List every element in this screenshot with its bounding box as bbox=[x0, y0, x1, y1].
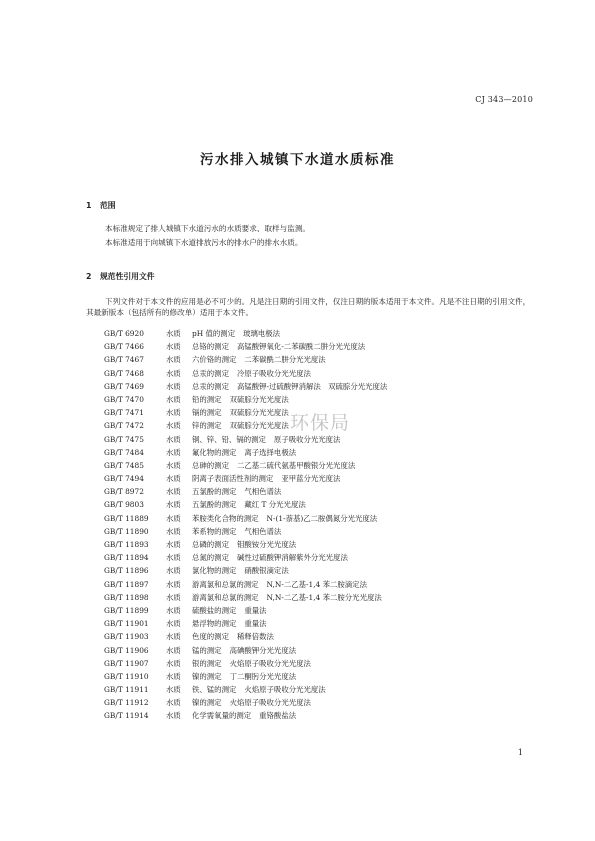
reference-category: 水质 bbox=[166, 632, 181, 642]
reference-item bbox=[104, 472, 524, 485]
reference-method: 双硫腙分光光度法 bbox=[229, 421, 289, 431]
reference-item bbox=[104, 604, 524, 617]
reference-method: 高锰酸钾氧化-二苯碳酰二肼分光光度法 bbox=[236, 342, 366, 352]
reference-code: GB/T 11893 bbox=[104, 540, 149, 549]
reference-title bbox=[192, 340, 365, 353]
reference-code: GB/T 11901 bbox=[104, 619, 149, 629]
scope-paragraph-1: 本标准规定了排人城镇下水道污水的水质要求、取样与监测。 bbox=[105, 224, 311, 233]
reference-code: GB/T 7475 bbox=[104, 434, 144, 444]
reference-subject: 锰的测定 bbox=[192, 645, 222, 655]
reference-subject: 锌的测定 bbox=[192, 421, 222, 431]
reference-title bbox=[192, 498, 306, 511]
section-number: 1 bbox=[86, 201, 92, 210]
reference-subject: 阴离子表面活性剂的测定 bbox=[192, 474, 274, 484]
reference-code: GB/T 7471 bbox=[104, 408, 144, 418]
reference-category: 水质 bbox=[166, 447, 181, 457]
reference-title bbox=[192, 683, 326, 696]
reference-method: 硝酸银滴定法 bbox=[244, 566, 289, 576]
reference-item bbox=[104, 683, 524, 696]
reference-title bbox=[192, 459, 355, 472]
section-1-heading bbox=[86, 200, 116, 211]
reference-method: 碱性过硫酸钾消解紫外分光光度法 bbox=[236, 553, 348, 563]
reference-category: 水质 bbox=[166, 513, 181, 523]
reference-item bbox=[104, 630, 524, 643]
section-2-heading bbox=[86, 271, 155, 282]
reference-title bbox=[192, 327, 280, 340]
reference-category: 水质 bbox=[166, 645, 181, 655]
reference-category: 水质 bbox=[166, 685, 181, 695]
reference-item bbox=[104, 327, 524, 340]
reference-method: 玻璃电极法 bbox=[243, 329, 281, 338]
reference-category: 水质 bbox=[166, 460, 181, 470]
reference-subject: 银的测定 bbox=[192, 658, 222, 668]
reference-method: 火焰原子吸收分光光度法 bbox=[229, 658, 311, 668]
reference-item bbox=[104, 525, 524, 538]
reference-item bbox=[104, 340, 524, 353]
reference-title bbox=[192, 617, 267, 630]
reference-category: 水质 bbox=[166, 566, 181, 576]
reference-method: 重铬酸盐法 bbox=[259, 711, 297, 721]
section-title: 规范性引用文件 bbox=[100, 272, 155, 281]
reference-category: 水质 bbox=[166, 553, 181, 563]
reference-subject: 游离氯和总氯的测定 bbox=[192, 592, 259, 602]
reference-title bbox=[192, 353, 326, 366]
reference-item bbox=[104, 578, 524, 591]
reference-title bbox=[192, 367, 311, 380]
reference-item bbox=[104, 617, 524, 630]
reference-title bbox=[192, 709, 296, 722]
reference-category: 水质 bbox=[166, 658, 181, 668]
reference-item bbox=[104, 498, 524, 511]
reference-title bbox=[192, 564, 289, 577]
reference-subject: 镍的测定 bbox=[192, 671, 222, 681]
reference-item bbox=[104, 591, 524, 604]
reference-title bbox=[192, 380, 387, 393]
reference-category: 水质 bbox=[166, 698, 181, 708]
reference-subject: 总汞的测定 bbox=[192, 381, 229, 391]
reference-subject: 游离氯和总氯的测定 bbox=[192, 579, 259, 589]
reference-code: GB/T 11907 bbox=[104, 658, 149, 668]
document-title: 污水排入城镇下水道水质标准 bbox=[200, 152, 395, 168]
reference-method: 原子吸收分光光度法 bbox=[273, 434, 341, 444]
reference-title bbox=[192, 472, 340, 485]
reference-method: 重量法 bbox=[244, 619, 267, 629]
reference-method: 丁二酮肟分光光度法 bbox=[229, 671, 297, 681]
reference-item bbox=[104, 380, 524, 393]
reference-subject: 六价铬的测定 bbox=[192, 355, 237, 365]
reference-subject: 氯化物的测定 bbox=[192, 566, 237, 576]
reference-subject: 苯胺类化合物的测定 bbox=[192, 513, 259, 523]
reference-title bbox=[192, 538, 296, 551]
reference-category: 水质 bbox=[166, 605, 181, 615]
reference-title bbox=[192, 512, 377, 525]
reference-code: GB/T 11899 bbox=[104, 605, 149, 615]
reference-method: 冷原子吸收分光光度法 bbox=[236, 368, 311, 378]
reference-method: 双硫腙分光光度法 bbox=[229, 408, 289, 418]
reference-method: 气相色谱法 bbox=[244, 526, 282, 536]
reference-code: GB/T 11906 bbox=[104, 645, 149, 655]
reference-subject: 铁、锰的测定 bbox=[192, 685, 237, 695]
reference-item bbox=[104, 485, 524, 498]
section-title: 范围 bbox=[100, 201, 116, 210]
scope-paragraph-2: 本标准适用于向城镇下水道排放污水的排水户的排水水质。 bbox=[105, 238, 303, 247]
reference-subject: 五氯酚的测定 bbox=[192, 500, 237, 510]
reference-subject: 铜、锌、铅、镉的测定 bbox=[192, 434, 266, 444]
reference-category: 水质 bbox=[166, 592, 181, 602]
page-number: 1 bbox=[517, 748, 523, 757]
reference-category: 水质 bbox=[166, 487, 181, 497]
reference-category: 水质 bbox=[166, 540, 181, 549]
reference-subject: 氟化物的测定 bbox=[192, 447, 237, 457]
reference-title bbox=[192, 578, 367, 591]
reference-category: 水质 bbox=[166, 329, 181, 338]
reference-subject: 镉的测定 bbox=[192, 408, 222, 418]
reference-category: 水质 bbox=[166, 474, 181, 484]
reference-item bbox=[104, 538, 524, 551]
reference-title bbox=[192, 604, 267, 617]
reference-item bbox=[104, 709, 524, 722]
reference-title bbox=[192, 657, 311, 670]
reference-subject: 五氯酚的测定 bbox=[192, 487, 237, 497]
normative-references-intro: 下列文件对于本文件的应用是必不可少的。凡是注日期的引用文件，仅注日期的版本适用于本文件。凡是不注日期的引用文件，其最新版本（包括所有的修改单）适用于本文件。 bbox=[86, 297, 531, 317]
reference-subject: 总铬的测定 bbox=[192, 342, 229, 352]
reference-code: GB/T 7484 bbox=[104, 447, 144, 457]
reference-method: 双硫腙分光光度法 bbox=[229, 394, 289, 404]
reference-category: 水质 bbox=[166, 368, 181, 378]
reference-code: GB/T 7472 bbox=[104, 421, 144, 431]
reference-method: 高碘酸钾分光光度法 bbox=[229, 645, 297, 655]
reference-subject: pH 值的测定 bbox=[192, 329, 236, 338]
reference-list bbox=[104, 327, 524, 723]
reference-category: 水质 bbox=[166, 355, 181, 365]
reference-code: GB/T 11911 bbox=[104, 685, 149, 695]
reference-code: GB/T 6920 bbox=[104, 329, 144, 338]
reference-title bbox=[192, 525, 281, 538]
standard-code: CJ 343—2010 bbox=[475, 95, 533, 104]
reference-category: 水质 bbox=[166, 579, 181, 589]
reference-code: GB/T 7466 bbox=[104, 342, 144, 352]
reference-code: GB/T 7468 bbox=[104, 368, 144, 378]
reference-code: GB/T 7467 bbox=[104, 355, 144, 365]
reference-item bbox=[104, 644, 524, 657]
reference-title bbox=[192, 670, 296, 683]
reference-title bbox=[192, 551, 348, 564]
reference-code: GB/T 11898 bbox=[104, 592, 149, 602]
reference-title bbox=[192, 644, 296, 657]
reference-item bbox=[104, 551, 524, 564]
reference-title bbox=[192, 485, 281, 498]
reference-item bbox=[104, 670, 524, 683]
reference-code: GB/T 11890 bbox=[104, 526, 149, 536]
reference-subject: 总磷的测定 bbox=[192, 540, 229, 549]
reference-method: 二乙基二硫代氨基甲酸银分光光度法 bbox=[236, 460, 356, 470]
reference-code: GB/T 11914 bbox=[104, 711, 149, 721]
reference-method: 火焰原子吸收分光光度法 bbox=[229, 698, 311, 708]
reference-subject: 总氮的测定 bbox=[192, 553, 229, 563]
reference-subject: 硫酸盐的测定 bbox=[192, 605, 237, 615]
reference-method: 气相色谱法 bbox=[244, 487, 282, 497]
reference-title bbox=[192, 696, 311, 709]
reference-code: GB/T 11912 bbox=[104, 698, 149, 708]
reference-code: GB/T 7470 bbox=[104, 394, 144, 404]
reference-method: 重量法 bbox=[244, 605, 267, 615]
reference-code: GB/T 7494 bbox=[104, 474, 144, 484]
reference-code: GB/T 11896 bbox=[104, 566, 149, 576]
reference-item bbox=[104, 393, 524, 406]
reference-category: 水质 bbox=[166, 381, 181, 391]
section-number: 2 bbox=[86, 272, 92, 281]
reference-subject: 色度的测定 bbox=[192, 632, 229, 642]
reference-item bbox=[104, 459, 524, 472]
reference-title bbox=[192, 393, 289, 406]
reference-item bbox=[104, 353, 524, 366]
reference-category: 水质 bbox=[166, 500, 181, 510]
reference-method: 高锰酸钾-过硫酸钾消解法 双硫腙分光光度法 bbox=[236, 381, 388, 391]
reference-code: GB/T 9803 bbox=[104, 500, 144, 510]
reference-item bbox=[104, 564, 524, 577]
reference-title bbox=[192, 446, 296, 459]
reference-item bbox=[104, 512, 524, 525]
reference-title bbox=[192, 591, 382, 604]
reference-method: 稀释倍数法 bbox=[236, 632, 274, 642]
reference-category: 水质 bbox=[166, 434, 181, 444]
reference-category: 水质 bbox=[166, 619, 181, 629]
reference-title bbox=[192, 406, 289, 419]
reference-subject: 悬浮物的测定 bbox=[192, 619, 237, 629]
reference-method: 藏红 T 分光光度法 bbox=[244, 500, 306, 510]
reference-category: 水质 bbox=[166, 394, 181, 404]
reference-code: GB/T 11889 bbox=[104, 513, 149, 523]
reference-title bbox=[192, 419, 289, 432]
reference-subject: 总汞的测定 bbox=[192, 368, 229, 378]
reference-method: N-(1-萘基)乙二胺偶氮分光光度法 bbox=[266, 513, 378, 523]
reference-code: GB/T 11910 bbox=[104, 671, 149, 681]
reference-title bbox=[192, 630, 274, 643]
reference-item bbox=[104, 696, 524, 709]
reference-subject: 化学需氧量的测定 bbox=[192, 711, 252, 721]
reference-category: 水质 bbox=[166, 711, 181, 721]
reference-method: N,N-二乙基-1,4 苯二胺滴定法 bbox=[266, 579, 367, 589]
reference-method: 钼酸铵分光光度法 bbox=[236, 540, 297, 549]
reference-method: 离子选择电极法 bbox=[244, 447, 297, 457]
reference-method: 亚甲蓝分光光度法 bbox=[281, 474, 341, 484]
reference-item bbox=[104, 657, 524, 670]
reference-code: GB/T 11894 bbox=[104, 553, 149, 563]
reference-code: GB/T 7469 bbox=[104, 381, 144, 391]
reference-method: N,N-二乙基-1,4 苯二胺分光光度法 bbox=[266, 592, 382, 602]
reference-subject: 镍的测定 bbox=[192, 698, 222, 708]
reference-subject: 铅的测定 bbox=[192, 394, 222, 404]
reference-code: GB/T 8972 bbox=[104, 487, 144, 497]
reference-method: 二苯碳酰二肼分光光度法 bbox=[244, 355, 326, 365]
watermark: 环保局 bbox=[290, 412, 351, 434]
reference-subject: 苯系物的测定 bbox=[192, 526, 237, 536]
reference-item bbox=[104, 367, 524, 380]
reference-category: 水质 bbox=[166, 408, 181, 418]
reference-method: 火焰原子吸收分光光度法 bbox=[244, 685, 326, 695]
reference-code: GB/T 11903 bbox=[104, 632, 149, 642]
reference-category: 水质 bbox=[166, 342, 181, 352]
reference-code: GB/T 11897 bbox=[104, 579, 149, 589]
reference-code: GB/T 7485 bbox=[104, 460, 144, 470]
reference-category: 水质 bbox=[166, 421, 181, 431]
reference-category: 水质 bbox=[166, 671, 181, 681]
reference-category: 水质 bbox=[166, 526, 181, 536]
reference-subject: 总砷的测定 bbox=[192, 460, 229, 470]
reference-item bbox=[104, 446, 524, 459]
